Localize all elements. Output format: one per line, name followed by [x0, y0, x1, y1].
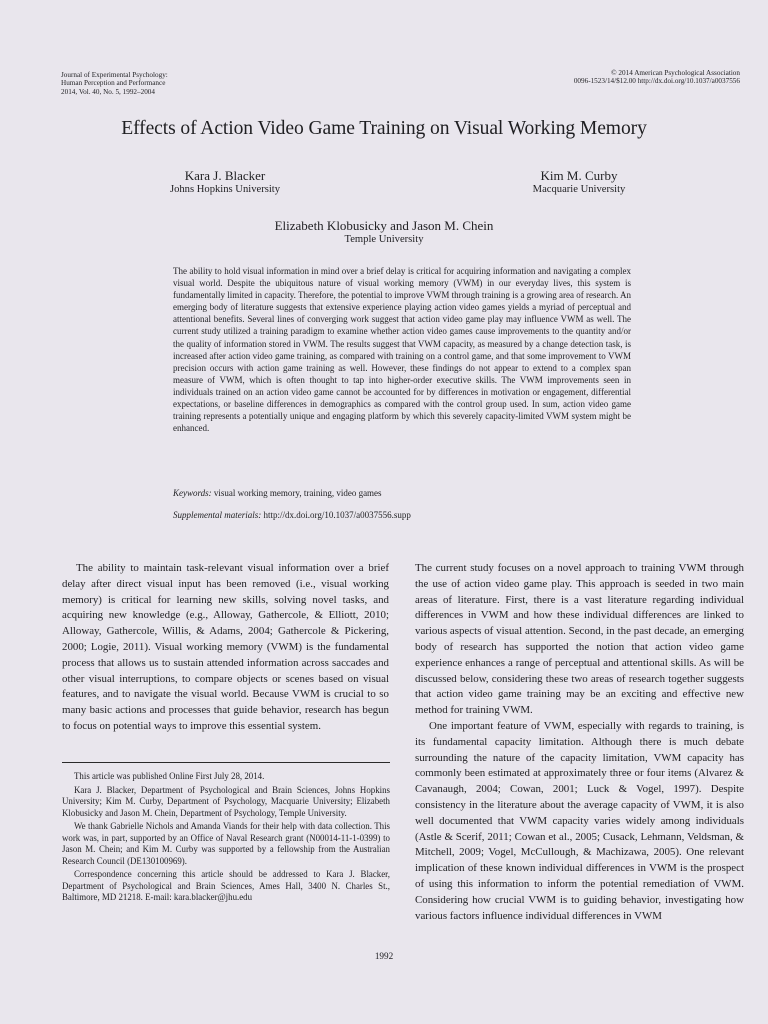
- author-block: [214, 218, 554, 246]
- article-title: Effects of Action Video Game Training on Visual Working Memory: [121, 118, 647, 139]
- author-affiliation: Johns Hopkins University: [169, 184, 281, 195]
- author-affiliation: Temple University: [344, 234, 424, 245]
- page-number: 1992: [374, 951, 394, 961]
- copyright-header: [480, 69, 740, 86]
- body-paragraph: The current study focuses on a novel approach to training VWM through the use of action video game play. This approach is seeded in two main areas of literature. First, there is a vast literature regarding individual differences in VWM and how these individual differences are linked to various aspects of visual attention. Second, in the past decade, an emerging body of research has supported the notion that action video game experience enhances a range of perceptual and attentional skills. As will be discussed below, considering these two areas of research together suggests that action video game training may be an exciting and effective new method for training VWM.: [415, 562, 744, 717]
- body-column-right: [415, 561, 744, 924]
- journal-header: [61, 71, 281, 96]
- keywords-text: visual working memory, training, video games: [213, 488, 382, 498]
- footnote: Correspondence concerning this article should be addressed to Kara J. Blacker, Department of Psychological and Brain Sciences, Ames Hall, 3400 N. Charles St., Baltimore, MD 21218. E-mail: kara.blacker@jhu.edu: [62, 869, 390, 902]
- journal-line: Journal of Experimental Psychology:: [61, 71, 168, 79]
- abstract-text: The ability to hold visual information in mind over a brief delay is critical for acquiring information and navigating a complex visual world. Despite the ubiquitous nature of visual working memory (VWM) in our everyday lives, this system is fundamentally limited in capacity. Therefore, the potential to improve VWM through training is a growing area of research. An emerging body of literature suggests that extensive experience playing action video games yields a myriad of perceptual and attentional benefits. Several lines of converging work suggest that action video game play may influence VWM as well. The current study utilized a training paradigm to examine whether action video games cause improvements to the quantity and/or the quality of information stored in VWM. The results suggest that VWM capacity, as measured by a change detection task, is increased after action video game training, as compared with training on a control game, and that some improvement to VWM precision occurs with action game training as well. However, these findings do not appear to extend to a complex span measure of VWM, which is often thought to tap into higher-order executive skills. The VWM improvements seen in individuals trained on an action video game cannot be accounted for by differences in motivation or engagement, differential expectations, or baseline differences in demographics as compared with the control group used. In sum, action video game training represents a potentially unique and engaging platform by which this severely capacity-limited VWM system might be enhanced.: [173, 266, 631, 434]
- author-name: Elizabeth Klobusicky and Jason M. Chein: [274, 218, 494, 233]
- journal-line: Human Perception and Performance: [61, 79, 166, 88]
- body-paragraph: The ability to maintain task-relevant visual information over a brief delay after direct visual input has been removed (i.e., visual working memory) is critical for learning new skills, solving novel tasks, and acquiring new knowledge (e.g., Alloway, Gathercole, & Elliott, 2010; Alloway, Gathercole, Willis, & Adams, 2004; Gathercole & Pickering, 2000; Logie, 2011). Visual working memory (VWM) is the fundamental process that allows us to sustain attended information across saccades and other visual interruptions, to compare objects or scenes based on visual features, and to navigate the visual world. Because VWM is crucial to so many basic actions and processes that guide behavior, research has begun to focus on potential ways to improve this essential system.: [62, 562, 389, 732]
- supplemental-materials: [173, 509, 631, 521]
- body-column-left: [62, 561, 389, 735]
- keywords-label: Keywords:: [173, 488, 212, 498]
- author-name: Kara J. Blacker: [184, 168, 266, 183]
- footnote: Kara J. Blacker, Department of Psychological and Brain Sciences, Johns Hopkins University; Kim M. Curby, Department of Psychology, Macquarie University; Elizabeth Klobusicky and Jason M. Chein, Department of Psychology, Temple University.: [62, 784, 390, 818]
- author-block: [494, 168, 664, 196]
- author-name: Kim M. Curby: [540, 168, 618, 183]
- footnote-divider: [62, 762, 390, 763]
- author-affiliation: Macquarie University: [532, 184, 626, 195]
- abstract: [173, 265, 631, 434]
- copyright-line: © 2014 American Psychological Association: [611, 69, 740, 77]
- supplemental-label: Supplemental materials:: [173, 510, 262, 520]
- supplemental-link[interactable]: http://dx.doi.org/10.1037/a0037556.supp: [263, 510, 411, 520]
- body-paragraph: One important feature of VWM, especially with regards to training, is its fundamental capacity limitation. Although there is much debate surrounding the nature of the capacity limitation, VWM capacity has commonly been estimated at approximately three or four items (Alvarez & Cavanaugh, 2004; Cowan, 2001; Luck & Vogel, 1997). Despite consistency in the literature about the average capacity of VWM, it is also well documented that VWM capacity varies widely among individuals (Astle & Scerif, 2011; Cowan et al., 2005; Cusack, Lehmann, Veldsman, & Mitchell, 2009; Vogel, McCullough, & Machizawa, 2005). One relevant implication of these known individual differences in VWM is the prospect of using this information to inform the potential remediation of VWM. Considering how crucial VWM is to guiding behavior, investigating how various factors influence individual differences in VWM: [415, 719, 744, 922]
- author-block: [140, 168, 310, 196]
- doi-line: 0096-1523/14/$12.00 http://dx.doi.org/10.1037/a0037556: [573, 77, 740, 86]
- footnotes: [62, 771, 390, 906]
- footnote: We thank Gabrielle Nichols and Amanda Viands for their help with data collection. This work was, in part, supported by an Office of Naval Research grant (N00014-11-1-0399) to Jason M. Chein; and Kim M. Curby was supported by a fellowship from the Australian Research Council (DE130100969).: [62, 821, 390, 866]
- keywords: [173, 487, 631, 499]
- footnote: This article was published Online First July 28, 2014.: [74, 771, 265, 781]
- journal-line: 2014, Vol. 40, No. 5, 1992–2004: [61, 87, 155, 96]
